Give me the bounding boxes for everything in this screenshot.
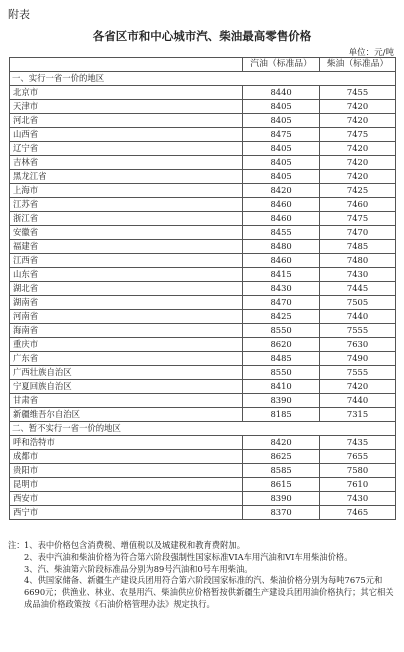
diesel-price-cell: 7460 xyxy=(320,198,396,212)
diesel-price-cell: 7470 xyxy=(320,226,396,240)
note-item-3: 3、汽、柴油第六阶段标准品分别为89号汽油和0号车用柴油。 xyxy=(24,563,253,574)
diesel-price-cell: 7475 xyxy=(320,128,396,142)
diesel-price-cell: 7425 xyxy=(320,184,396,198)
region-cell: 山西省 xyxy=(10,128,243,142)
region-cell: 北京市 xyxy=(10,86,243,100)
price-table-body xyxy=(10,58,396,520)
gasoline-price-cell: 8430 xyxy=(243,282,320,296)
gasoline-price-cell: 8425 xyxy=(243,310,320,324)
region-cell: 福建省 xyxy=(10,240,243,254)
notes xyxy=(8,540,396,611)
table-row xyxy=(10,310,396,324)
gasoline-price-cell: 8390 xyxy=(243,492,320,506)
table-row xyxy=(10,380,396,394)
diesel-price-cell: 7420 xyxy=(320,142,396,156)
gasoline-price-cell: 8405 xyxy=(243,170,320,184)
gasoline-price-cell: 8420 xyxy=(243,184,320,198)
region-cell: 天津市 xyxy=(10,100,243,114)
note-item-2: 2、表中汽油和柴油价格为符合第六阶段强制性国家标准VIA车用汽油和VI车用柴油价格。 xyxy=(24,551,353,562)
region-cell: 重庆市 xyxy=(10,338,243,352)
table-row xyxy=(10,114,396,128)
diesel-price-cell: 7580 xyxy=(320,464,396,478)
table-row xyxy=(10,296,396,310)
region-cell: 湖南省 xyxy=(10,296,243,310)
gasoline-price-cell: 8370 xyxy=(243,506,320,520)
table-row xyxy=(10,198,396,212)
region-cell: 成都市 xyxy=(10,450,243,464)
diesel-price-cell: 7420 xyxy=(320,114,396,128)
diesel-price-cell: 7420 xyxy=(320,100,396,114)
gasoline-price-cell: 8475 xyxy=(243,128,320,142)
region-cell: 上海市 xyxy=(10,184,243,198)
region-cell: 湖北省 xyxy=(10,282,243,296)
region-cell: 黑龙江省 xyxy=(10,170,243,184)
gasoline-price-cell: 8550 xyxy=(243,366,320,380)
gasoline-price-cell: 8405 xyxy=(243,114,320,128)
note-text: 1、表中价格包含消费税、增值税以及城建税和教育费附加。 xyxy=(24,540,245,550)
table-row xyxy=(10,156,396,170)
gasoline-price-cell: 8460 xyxy=(243,212,320,226)
diesel-price-cell: 7655 xyxy=(320,450,396,464)
table-row xyxy=(10,226,396,240)
table-row xyxy=(10,352,396,366)
region-cell: 西安市 xyxy=(10,492,243,506)
table-row xyxy=(10,436,396,450)
table-row xyxy=(10,408,396,422)
section-header-row xyxy=(10,422,396,436)
table-row xyxy=(10,240,396,254)
gasoline-price-cell: 8185 xyxy=(243,408,320,422)
gasoline-price-cell: 8390 xyxy=(243,394,320,408)
gasoline-column-header: 汽油（标准品） xyxy=(243,58,320,72)
region-cell: 甘肃省 xyxy=(10,394,243,408)
diesel-price-cell: 7420 xyxy=(320,156,396,170)
region-cell: 吉林省 xyxy=(10,156,243,170)
region-cell: 山东省 xyxy=(10,268,243,282)
diesel-price-cell: 7445 xyxy=(320,282,396,296)
section-label: 二、暂不实行一省一价的地区 xyxy=(10,422,396,436)
region-cell: 宁夏回族自治区 xyxy=(10,380,243,394)
table-row xyxy=(10,366,396,380)
gasoline-price-cell: 8440 xyxy=(243,86,320,100)
diesel-price-cell: 7630 xyxy=(320,338,396,352)
diesel-price-cell: 7490 xyxy=(320,352,396,366)
annex-label: 附表 xyxy=(8,8,30,21)
table-row xyxy=(10,338,396,352)
diesel-price-cell: 7555 xyxy=(320,366,396,380)
table-row xyxy=(10,450,396,464)
region-cell: 河南省 xyxy=(10,310,243,324)
table-row xyxy=(10,254,396,268)
table-row xyxy=(10,100,396,114)
note-item-4: 4、供国家储备、新疆生产建设兵团用符合第六阶段国家标准的汽、柴油价格分别为每吨7675元和6690元；供渔业、林业、农垦用汽、柴油供应价格暂按供新疆生产建设兵团用油价格执行；其它相关成品油价格政策按《石油价格管理办法》规定执行。 xyxy=(24,575,394,609)
price-table xyxy=(9,57,396,520)
gasoline-price-cell: 8455 xyxy=(243,226,320,240)
table-row xyxy=(10,464,396,478)
diesel-price-cell: 7420 xyxy=(320,170,396,184)
diesel-price-cell: 7465 xyxy=(320,506,396,520)
diesel-price-cell: 7440 xyxy=(320,310,396,324)
region-cell: 新疆维吾尔自治区 xyxy=(10,408,243,422)
region-cell: 昆明市 xyxy=(10,478,243,492)
header-blank-cell xyxy=(10,58,243,72)
page-title: 各省区市和中心城市汽、柴油最高零售价格 xyxy=(92,29,312,43)
gasoline-price-cell: 8550 xyxy=(243,324,320,338)
gasoline-price-cell: 8620 xyxy=(243,338,320,352)
gasoline-price-cell: 8405 xyxy=(243,100,320,114)
region-cell: 江苏省 xyxy=(10,198,243,212)
header-row xyxy=(10,58,396,72)
diesel-price-cell: 7505 xyxy=(320,296,396,310)
gasoline-price-cell: 8615 xyxy=(243,478,320,492)
diesel-price-cell: 7485 xyxy=(320,240,396,254)
notes-label: 注： xyxy=(8,540,25,550)
gasoline-price-cell: 8625 xyxy=(243,450,320,464)
unit-label: 单位：元/吨 xyxy=(348,48,394,58)
table-row xyxy=(10,212,396,226)
diesel-column-header: 柴油（标准品） xyxy=(320,58,396,72)
diesel-price-cell: 7455 xyxy=(320,86,396,100)
gasoline-price-cell: 8585 xyxy=(243,464,320,478)
diesel-price-cell: 7315 xyxy=(320,408,396,422)
region-cell: 贵阳市 xyxy=(10,464,243,478)
diesel-price-cell: 7555 xyxy=(320,324,396,338)
region-cell: 江西省 xyxy=(10,254,243,268)
table-row xyxy=(10,506,396,520)
table-row xyxy=(10,324,396,338)
table-row xyxy=(10,282,396,296)
gasoline-price-cell: 8415 xyxy=(243,268,320,282)
diesel-price-cell: 7440 xyxy=(320,394,396,408)
section-header-row xyxy=(10,72,396,86)
diesel-price-cell: 7420 xyxy=(320,380,396,394)
region-cell: 安徽省 xyxy=(10,226,243,240)
gasoline-price-cell: 8470 xyxy=(243,296,320,310)
diesel-price-cell: 7475 xyxy=(320,212,396,226)
table-row xyxy=(10,478,396,492)
region-cell: 河北省 xyxy=(10,114,243,128)
region-cell: 浙江省 xyxy=(10,212,243,226)
table-row xyxy=(10,268,396,282)
diesel-price-cell: 7610 xyxy=(320,478,396,492)
table-row xyxy=(10,86,396,100)
region-cell: 广东省 xyxy=(10,352,243,366)
table-row xyxy=(10,394,396,408)
gasoline-price-cell: 8460 xyxy=(243,254,320,268)
diesel-price-cell: 7430 xyxy=(320,268,396,282)
table-row xyxy=(10,492,396,506)
gasoline-price-cell: 8480 xyxy=(243,240,320,254)
table-row xyxy=(10,142,396,156)
section-label: 一、实行一省一价的地区 xyxy=(10,72,396,86)
gasoline-price-cell: 8485 xyxy=(243,352,320,366)
region-cell: 辽宁省 xyxy=(10,142,243,156)
region-cell: 西宁市 xyxy=(10,506,243,520)
region-cell: 广西壮族自治区 xyxy=(10,366,243,380)
gasoline-price-cell: 8405 xyxy=(243,142,320,156)
gasoline-price-cell: 8420 xyxy=(243,436,320,450)
gasoline-price-cell: 8405 xyxy=(243,156,320,170)
table-row xyxy=(10,170,396,184)
region-cell: 呼和浩特市 xyxy=(10,436,243,450)
region-cell: 海南省 xyxy=(10,324,243,338)
gasoline-price-cell: 8410 xyxy=(243,380,320,394)
note-item-1 xyxy=(8,540,396,552)
gasoline-price-cell: 8460 xyxy=(243,198,320,212)
diesel-price-cell: 7430 xyxy=(320,492,396,506)
diesel-price-cell: 7435 xyxy=(320,436,396,450)
table-row xyxy=(10,184,396,198)
diesel-price-cell: 7480 xyxy=(320,254,396,268)
table-row xyxy=(10,128,396,142)
